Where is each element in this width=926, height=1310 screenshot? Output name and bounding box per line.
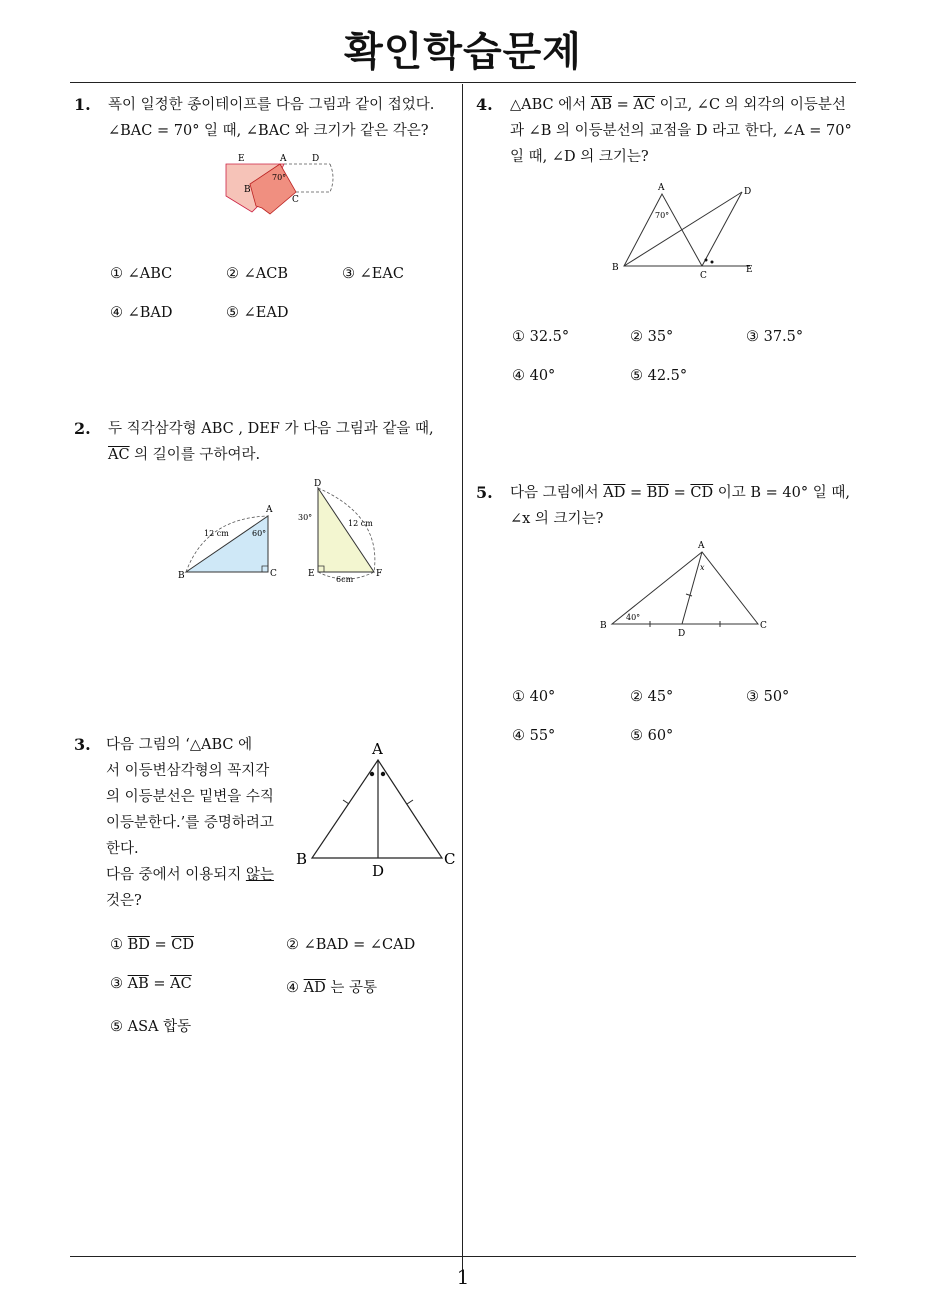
tick-mark-ad [686, 594, 692, 596]
label-B: B [296, 850, 308, 868]
label-D: D [372, 862, 385, 880]
bisector-bd [624, 192, 742, 266]
angle-40-label: 40° [626, 613, 641, 622]
label-C: C [760, 621, 767, 631]
label-A: A [372, 740, 383, 758]
question-text [510, 92, 862, 170]
option-3[interactable]: ③ 37.5° [746, 329, 804, 345]
bottom-rule [70, 1256, 856, 1257]
hyp-length-left: 12 cm [204, 529, 229, 538]
question-number: 4. [476, 95, 493, 114]
question-1 [74, 92, 460, 144]
option-5[interactable]: ⑤ 60° [630, 728, 674, 744]
triangle-abc [186, 516, 268, 572]
angle-30-label: 30° [298, 513, 313, 522]
question-line: 한다. [106, 841, 139, 857]
option-2[interactable]: ② 35° [630, 329, 674, 345]
question-text [108, 92, 460, 144]
angle-mark-left [370, 772, 374, 776]
column-divider [462, 84, 463, 1272]
hyp-length-right: 12 cm [348, 519, 373, 528]
question-line: ∠BAC = 70° 일 때, ∠BAC 와 크기가 같은 각은? [108, 123, 429, 139]
question-line: 폭이 일정한 종이테이프를 다음 그림과 같이 접었다. [108, 97, 435, 113]
label-F: F [376, 569, 383, 579]
question-line: 서 이등변삼각형의 꼭지각 [106, 763, 270, 779]
question-line: 다음 그림의 ‘△ABC 에 [106, 737, 253, 753]
label-C: C [444, 850, 456, 868]
segment-AC: $\overline{AC}$ [108, 447, 130, 463]
angle-60-label: 60° [252, 529, 267, 538]
option-2[interactable]: ② ∠ACB [226, 266, 288, 282]
option-5[interactable]: ⑤ 42.5° [630, 368, 688, 384]
question-line: 두 직각삼각형 ABC , DEF 가 다음 그림과 같을 때, [108, 421, 434, 437]
tick-mark-ab [343, 800, 349, 804]
question-line: 과 ∠B 의 이등분선의 교점을 D 라고 한다, ∠A = 70° [510, 123, 852, 139]
question-number: 1. [74, 95, 91, 114]
question-2 [74, 416, 460, 468]
angle-label: 70° [272, 173, 287, 182]
question-4 [476, 92, 862, 170]
question-text [510, 480, 862, 532]
label-E: E [308, 569, 315, 579]
option-3[interactable]: ③ 50° [746, 689, 790, 705]
question-5 [476, 480, 862, 532]
label-A: A [266, 505, 273, 515]
label-D: D [312, 154, 320, 164]
underlined-word: 않는 [245, 867, 274, 883]
label-E: E [238, 154, 245, 164]
isosceles-triangle-figure [292, 740, 462, 880]
question-line: △ABC 에서 $\overline{AB} = \overline{AC}$ 이고, ∠C 의 외각의 이등분선 [510, 97, 846, 113]
option-1[interactable]: ① 32.5° [512, 329, 570, 345]
label-B: B [612, 263, 619, 273]
option-1[interactable]: ① ∠ABC [110, 266, 173, 282]
label-B: B [600, 621, 607, 631]
label-A: A [280, 154, 287, 164]
option-4[interactable]: ④ 55° [512, 728, 556, 744]
label-D: D [744, 187, 752, 197]
question-line: 일 때, ∠D 의 크기는? [510, 149, 649, 165]
angle-mark [711, 261, 714, 264]
label-B: B [244, 185, 251, 195]
triangle-median-figure [596, 538, 776, 642]
option-1[interactable]: ① $\overline{BD} = \overline{CD}$ [110, 937, 194, 953]
option-3[interactable]: ③ $\overline{AB} = \overline{AC}$ [110, 976, 192, 992]
page-title: 확인학습문제 [344, 29, 582, 75]
option-4[interactable]: ④ $\overline{AD}$ 는 공통 [286, 980, 377, 996]
option-5[interactable]: ⑤ ASA 합동 [110, 1019, 192, 1035]
option-5[interactable]: ⑤ ∠EAD [226, 305, 289, 321]
option-4[interactable]: ④ 40° [512, 368, 556, 384]
triangle-abc [312, 760, 442, 858]
option-1[interactable]: ① 40° [512, 689, 556, 705]
question-line: 다음 그림에서 $\overline{AD} = \overline{BD} = \overline{CD}$ 이고 B = 40° 일 때, [510, 485, 850, 501]
option-4[interactable]: ④ ∠BAD [110, 305, 173, 321]
question-number: 2. [74, 419, 91, 438]
angle-x-label: x [700, 563, 705, 572]
label-C: C [700, 271, 707, 281]
label-A: A [698, 541, 705, 551]
triangle-def [318, 488, 374, 572]
folded-tape-figure [222, 152, 338, 218]
option-3[interactable]: ③ ∠EAC [342, 266, 404, 282]
label-D: D [678, 629, 686, 639]
question-line: $\overline{AC}$ 의 길이를 구하여라. [108, 447, 261, 463]
page-number: 1 [456, 1265, 470, 1289]
angle-mark [705, 259, 708, 262]
question-text [108, 416, 460, 468]
top-rule [70, 82, 856, 83]
question-line: 것은? [106, 893, 142, 909]
angle-70-label: 70° [655, 211, 670, 220]
label-B: B [178, 571, 185, 581]
tick-mark-ac [407, 800, 413, 804]
question-text [74, 758, 294, 914]
label-A: A [658, 183, 665, 193]
label-D: D [314, 479, 322, 489]
question-number: 5. [476, 483, 493, 502]
label-C: C [292, 195, 299, 205]
right-triangles-figure [170, 476, 390, 588]
label-C: C [270, 569, 277, 579]
option-2[interactable]: ② 45° [630, 689, 674, 705]
angle-mark-right [381, 772, 385, 776]
bisector-cd [702, 192, 742, 266]
question-line: 이등분한다.’를 증명하려고 [106, 815, 274, 831]
label-E: E [746, 265, 753, 275]
segment-ad [682, 552, 702, 624]
question-line: 의 이등분선은 밑변을 수직 [106, 789, 274, 805]
question-number: 3. [74, 735, 91, 754]
triangle-bisector-figure [610, 180, 766, 280]
question-line: ∠x 의 크기는? [510, 511, 604, 527]
base-length: 6cm [336, 575, 354, 584]
option-2[interactable]: ② ∠BAD = ∠CAD [286, 937, 416, 953]
dashed-fold-curve [330, 164, 333, 192]
triangle-abc [624, 194, 702, 266]
question-line: 다음 중에서 이용되지 않는 [106, 867, 274, 883]
question-3 [74, 732, 294, 914]
